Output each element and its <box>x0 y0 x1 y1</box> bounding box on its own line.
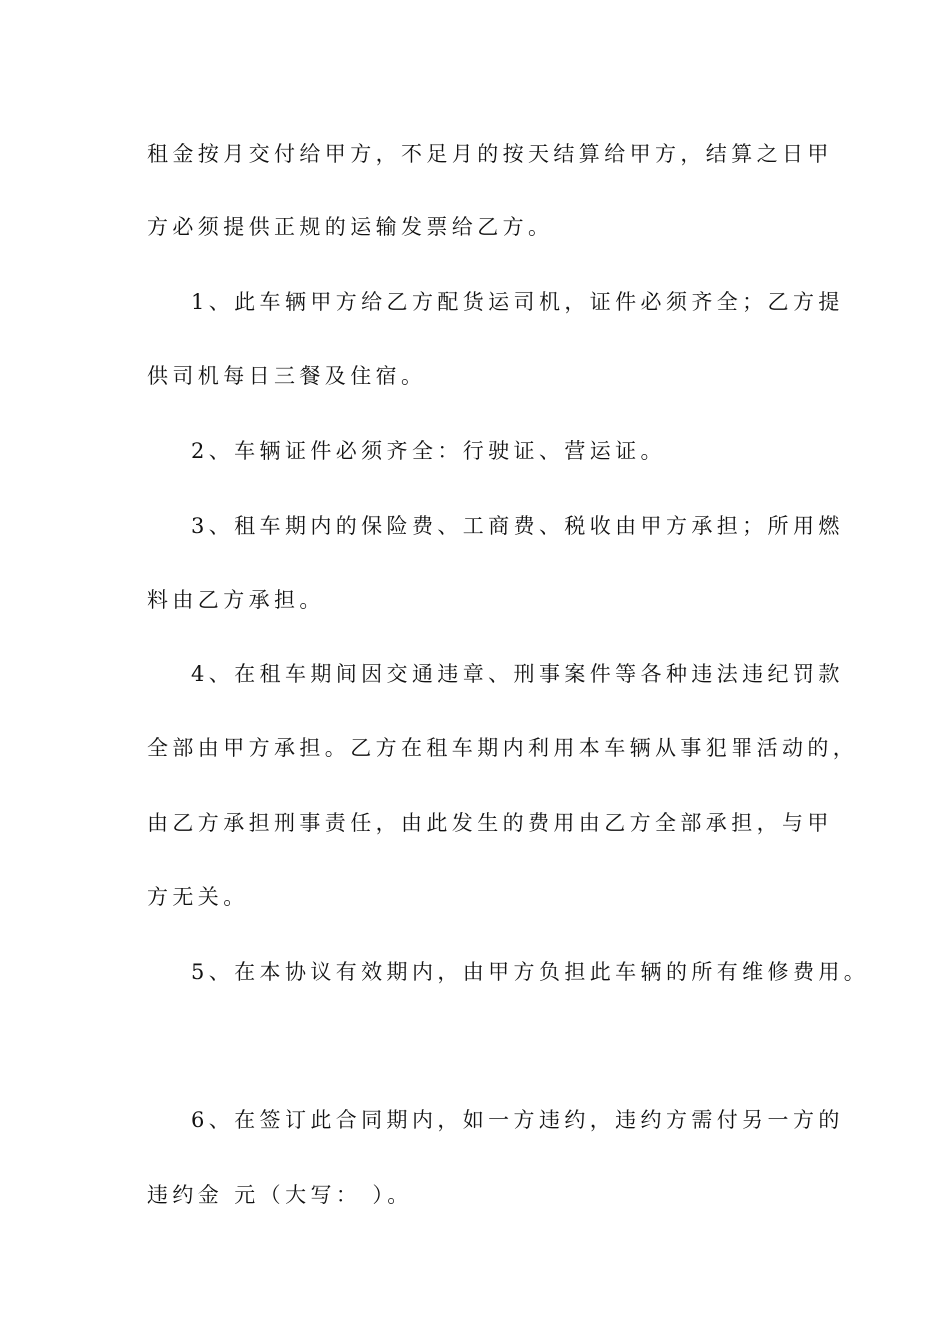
text-line: 方必须提供正规的运输发票给乙方。 <box>147 215 554 239</box>
text-line: 2、车辆证件必须齐全：行驶证、营运证。 <box>191 439 666 463</box>
text-line: 6、在签订此合同期内，如一方违约，违约方需付另一方的 <box>191 1108 844 1132</box>
text-line: 5、在本协议有效期内，由甲方负担此车辆的所有维修费用。 <box>191 960 870 984</box>
text-line: 方无关。 <box>147 885 249 909</box>
text-line: 违约金 元（大写： ）。 <box>147 1183 413 1207</box>
text-line: 1、此车辆甲方给乙方配货运司机，证件必须齐全；乙方提 <box>191 290 844 314</box>
text-line: 4、在租车期间因交通违章、刑事案件等各种违法违纪罚款 <box>191 662 844 686</box>
text-line: 料由乙方承担。 <box>147 588 325 612</box>
text-line: 全部由甲方承担。乙方在租车期内利用本车辆从事犯罪活动的， <box>147 736 859 760</box>
text-line: 由乙方承担刑事责任，由此发生的费用由乙方全部承担，与甲 <box>147 811 833 835</box>
text-line: 3、租车期内的保险费、工商费、税收由甲方承担；所用燃 <box>191 514 844 538</box>
text-line: 供司机每日三餐及住宿。 <box>147 364 427 388</box>
text-line: 租金按月交付给甲方，不足月的按天结算给甲方，结算之日甲 <box>147 142 833 166</box>
